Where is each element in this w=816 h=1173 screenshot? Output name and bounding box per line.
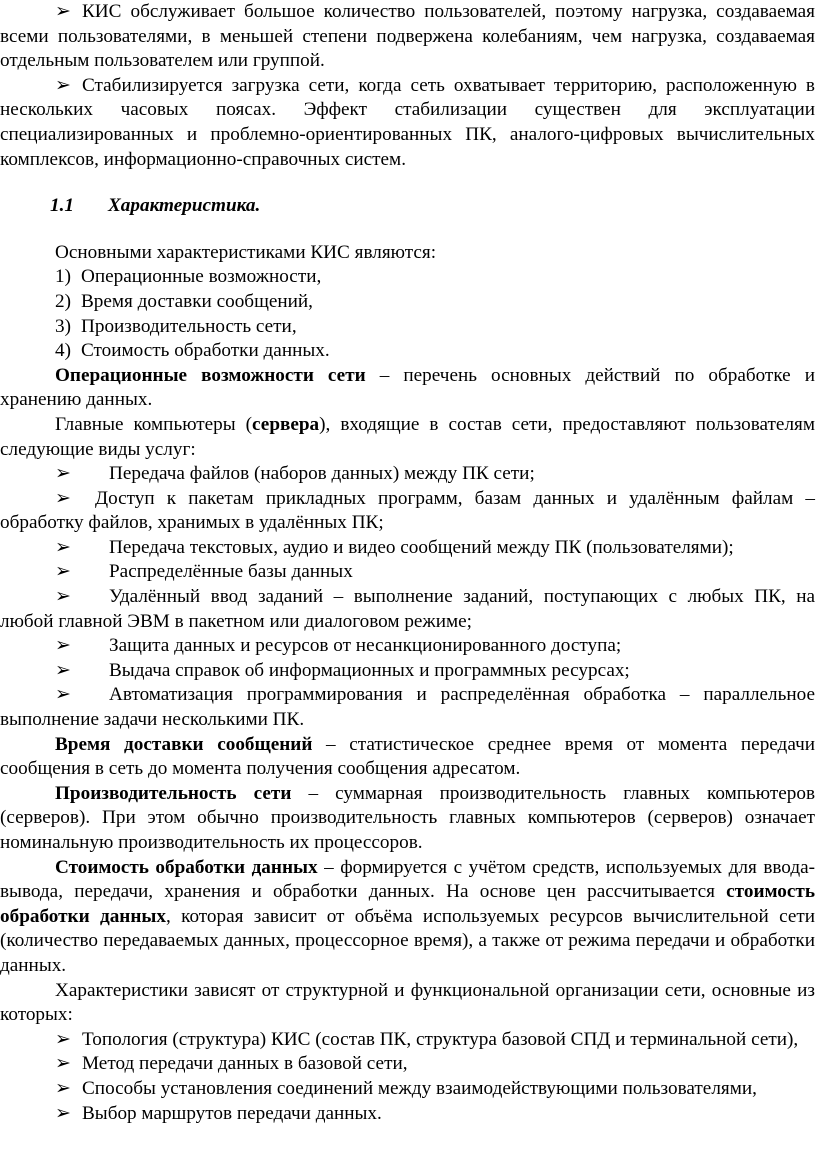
section-heading (0, 194, 815, 219)
arrow-bullet-icon: ➢ (55, 1, 72, 22)
arrow-bullet-icon: ➢ (55, 561, 72, 583)
arrow-bullet-icon: ➢ (55, 463, 72, 485)
performance-paragraph: Производительность сети – суммарная производительность главных компьютеров (серверов). При этом обычно производительность главных компьютеров (серверов) означает номинальную производительность их процессоров. (0, 782, 816, 853)
arrow-bullet-icon: ➢ (55, 487, 72, 509)
arrow-bullet-icon: ➢ (55, 1028, 72, 1050)
service-item: ➢ Распределённые базы данных (0, 560, 815, 585)
arrow-bullet-icon: ➢ (55, 1077, 72, 1099)
service-item: ➢ Выдача справок об информационных и программных ресурсах; (0, 659, 815, 684)
cost-paragraph: Стоимость обработки данных – формируется с учётом средств, используемых для ввода-вывода, передачи, хранения и обработки данных. На основе цен рассчитывается стоимость обработки данных, которая зависит от объёма используемых ресурсов вычислительной сети (количество передаваемых данных, процессорное время), а также от режима передачи и обработки данных. (0, 856, 816, 976)
op-caps-paragraph: Операционные возможности сети – перечень основных действий по обработке и хранению данных. (0, 364, 816, 411)
org-item: ➢ Топология (структура) КИС (состав ПК, структура базовой СПД и терминальной сети), (0, 1028, 815, 1053)
arrow-bullet-icon: ➢ (55, 659, 72, 681)
org-item: ➢ Выбор маршрутов передачи данных. (0, 1102, 815, 1127)
org-item: ➢ Метод передачи данных в базовой сети, (0, 1052, 815, 1077)
intro-bullet-1: ➢ КИС обслуживает большое количество пользователей, поэтому нагрузка, создаваемая всеми пользователями, в меньшей степени подвержена колебаниям, чем нагрузка, создаваемая отдельным пользователем или группой. (0, 1, 815, 72)
section-number: 1.1 (50, 195, 74, 217)
arrow-bullet-icon: ➢ (55, 74, 72, 96)
service-item: ➢ Удалённый ввод заданий – выполнение заданий, поступающих с любых ПК, на любой главной ЭВМ в пакетном или диалоговом режиме; (0, 586, 815, 632)
delivery-paragraph: Время доставки сообщений – статистическое среднее время от момента передачи сообщения в сеть до момента получения сообщения адресатом. (0, 733, 815, 780)
char-list-item: 1) Операционные возможности, (55, 266, 322, 288)
arrow-bullet-icon: ➢ (55, 586, 72, 608)
char-list-item: 3) Производительность сети, (55, 315, 297, 337)
service-item: ➢ Передача текстовых, аудио и видео сообщений между ПК (пользователями); (0, 536, 815, 561)
arrow-bullet-icon: ➢ (55, 1053, 72, 1075)
servers-paragraph: Главные компьютеры (сервера), входящие в состав сети, предоставляют пользователям следующие виды услуг: (0, 413, 815, 460)
char-list-item: 4) Стоимость обработки данных. (55, 340, 330, 362)
arrow-bullet-icon: ➢ (55, 684, 72, 706)
section-title: Характеристика. (108, 195, 261, 217)
arrow-bullet-icon: ➢ (55, 536, 72, 558)
depends-paragraph: Характеристики зависят от структурной и функциональной организации сети, основные из которых: (0, 979, 815, 1026)
arrow-bullet-icon: ➢ (55, 1102, 72, 1124)
intro-bullet-2: ➢ Стабилизируется загрузка сети, когда сеть охватывает территорию, расположенную в нескольких часовых поясах. Эффект стабилизации существен для эксплуатации специализированных и проблемно-ориентированных ПК, аналого-цифровых вычислительных комплексов, информационно-справочных систем. (0, 74, 815, 170)
service-item: ➢ Защита данных и ресурсов от несанкционированного доступа; (0, 634, 815, 659)
service-item: ➢ Передача файлов (наборов данных) между ПК сети; (0, 462, 815, 487)
arrow-bullet-icon: ➢ (55, 635, 72, 657)
org-item: ➢ Способы установления соединений между взаимодействующими пользователями, (0, 1077, 815, 1102)
char-list-item: 2) Время доставки сообщений, (55, 290, 313, 312)
service-item: ➢ Доступ к пакетам прикладных программ, базам данных и удалённым файлам – обработку файлов, хранимых в удалённых ПК; (0, 487, 815, 534)
service-item: ➢ Автоматизация программирования и распределённая обработка – параллельное выполнение задачи несколькими ПК. (0, 684, 815, 731)
lead-paragraph: Основными характеристиками КИС являются: (55, 241, 437, 263)
